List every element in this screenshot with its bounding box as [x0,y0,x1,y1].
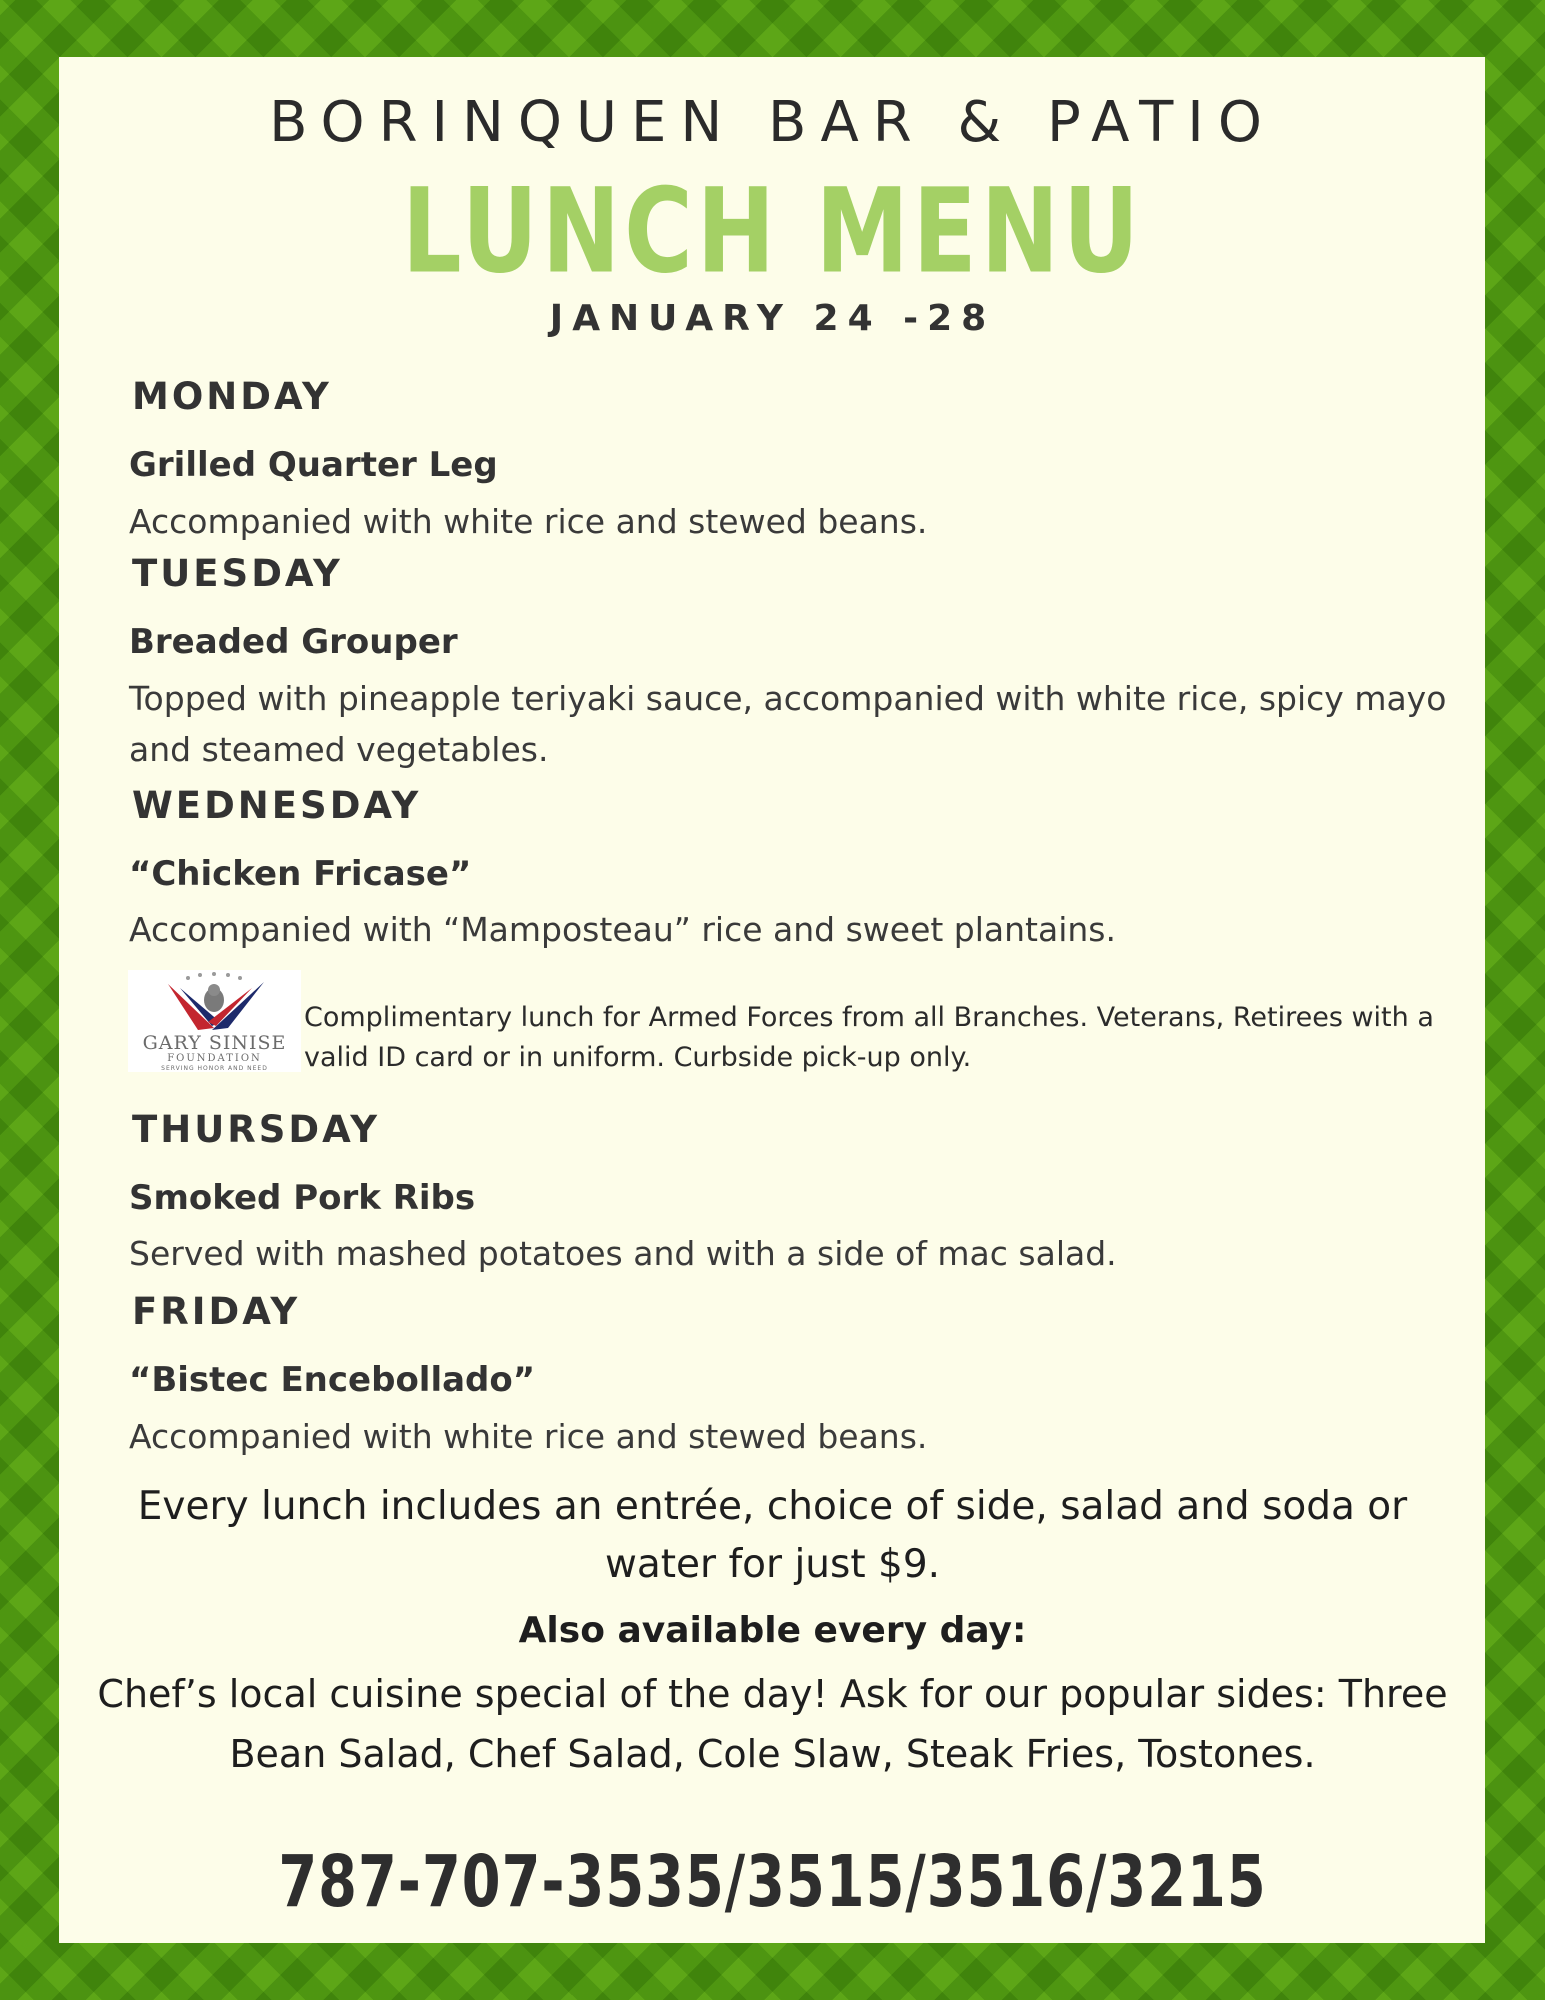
day-heading-monday: MONDAY [132,375,332,418]
dish-name-wednesday: “Chicken Fricase” [129,854,472,894]
dish-description-monday: Accompanied with white rice and stewed beans. [129,502,928,541]
menu-title: LUNCH MENU [401,162,1144,300]
dish-description-thursday: Served with mashed potatoes and with a side of mac salad. [129,1234,1117,1273]
logo-sub-text: FOUNDATION [167,1053,262,1064]
day-heading-thursday: THURSDAY [132,1108,380,1151]
also-available-heading: Also available every day: [518,1610,1027,1651]
phone-numbers[interactable]: 787-707-3535/3515/3516/3215 [278,1839,1267,1924]
day-heading-wednesday: WEDNESDAY [132,784,422,827]
dish-name-friday: “Bistec Encebollado” [129,1360,536,1400]
date-range: JANUARY 24 -28 [549,298,996,339]
dish-description-friday: Accompanied with white rice and stewed beans. [129,1417,928,1456]
venue-name: BORINQUEN BAR & PATIO [269,90,1276,155]
day-heading-friday: FRIDAY [132,1290,301,1333]
dish-description-tuesday: Topped with pineapple teriyaki sauce, accompanied with white rice, spicy mayo and steamed vegetables. [129,679,1447,769]
also-available-text: Chef’s local cuisine special of the day! Ask for our popular sides: Three Bean Salad, Chef Salad, Cole Slaw, Steak Fries, Tostones. [97,1672,1448,1776]
dish-description-wednesday: Accompanied with “Mamposteau” rice and sweet plantains. [129,910,1116,949]
dish-name-monday: Grilled Quarter Leg [129,445,498,485]
logo-name-text: GARY SINISE [142,1032,287,1054]
gary-sinise-foundation-logo [128,970,301,1072]
foundation-emblem-icon [128,970,301,1034]
logo-tagline-text: SERVING HONOR AND NEED [161,1065,268,1072]
dish-name-tuesday: Breaded Grouper [129,622,458,662]
dish-name-thursday: Smoked Pork Ribs [129,1178,476,1218]
day-heading-tuesday: TUESDAY [132,552,343,595]
lunch-includes-text: Every lunch includes an entrée, choice of side, salad and soda or water for just $9. [137,1484,1408,1587]
armed-forces-note: Complimentary lunch for Armed Forces from all Branches. Veterans, Retirees with a valid ID card or in uniform. Curbside pick-up only. [304,1002,1434,1073]
